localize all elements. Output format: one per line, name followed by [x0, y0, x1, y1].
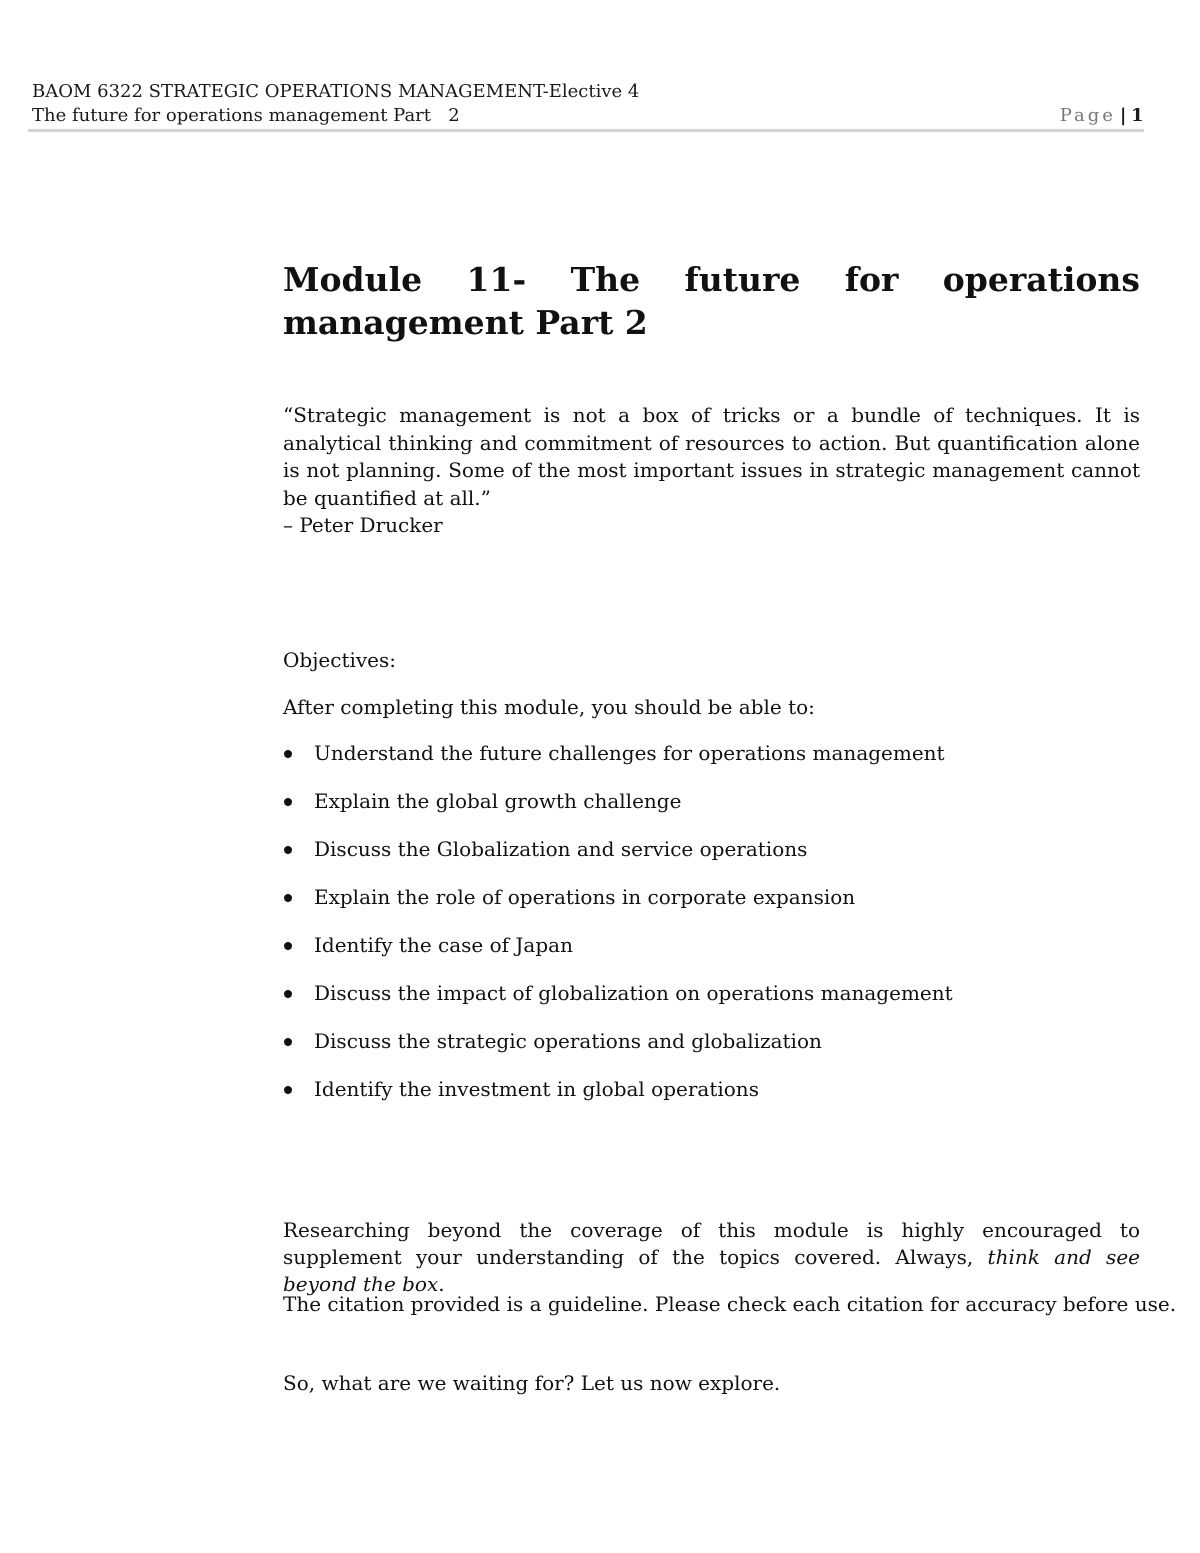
module-title: Module 11- The future for operations management Part 2: [283, 260, 1140, 342]
bullet-icon: [284, 846, 292, 854]
research-paragraph: [283, 1217, 1140, 1298]
header-divider: [28, 129, 1144, 132]
course-title: BAOM 6322 STRATEGIC OPERATIONS MANAGEMENT-Elective 4: [32, 81, 640, 102]
list-item: [283, 836, 1140, 863]
objectives-heading: Objectives:: [283, 648, 397, 672]
quote-attribution: – Peter Drucker: [283, 513, 443, 537]
research-emphasis: think and see beyond the box: [283, 1245, 1140, 1296]
research-end: .: [438, 1272, 445, 1296]
bullet-icon: [284, 798, 292, 806]
objective-text: Discuss the strategic operations and globalization: [314, 1029, 822, 1053]
bullet-icon: [284, 990, 292, 998]
header-subtitle-row: [32, 104, 1144, 128]
research-text: Researching beyond the coverage of this module is highly encouraged to supplement your understanding of the topics covered. Always,: [283, 1218, 1140, 1269]
bullet-icon: [284, 942, 292, 950]
list-item: [283, 884, 1140, 911]
page-label: Page: [1059, 105, 1116, 126]
list-item: [283, 1076, 1140, 1103]
objective-text: Discuss the Globalization and service operations: [314, 837, 808, 861]
citation-note: The citation provided is a guideline. Please check each citation for accuracy before use.: [283, 1292, 1177, 1316]
module-subtitle: The future for operations management Part 2: [32, 105, 460, 126]
page-header: [32, 80, 1144, 128]
objective-text: Identify the case of Japan: [314, 933, 573, 957]
bullet-icon: [284, 1038, 292, 1046]
list-item: [283, 932, 1140, 959]
objectives-intro: After completing this module, you should be able to:: [283, 695, 815, 719]
objective-text: Understand the future challenges for operations management: [314, 741, 945, 765]
objective-text: Identify the investment in global operations: [314, 1077, 759, 1101]
closing-line: So, what are we waiting for? Let us now explore.: [283, 1371, 781, 1395]
drucker-quote: “Strategic management is not a box of tricks or a bundle of techniques. It is analytical thinking and commitment of resources to action. But quantification alone is not planning. Some of the most important issues in strategic management cannot be quantified at all.”: [283, 403, 1140, 510]
objective-text: Explain the global growth challenge: [314, 789, 682, 813]
bullet-icon: [284, 750, 292, 758]
page-number-indicator: [1060, 104, 1144, 128]
objectives-list: [283, 740, 1140, 1124]
objective-text: Explain the role of operations in corporate expansion: [314, 885, 856, 909]
list-item: [283, 740, 1140, 767]
list-item: [283, 980, 1140, 1007]
list-item: [283, 788, 1140, 815]
objective-text: Discuss the impact of globalization on operations management: [314, 981, 953, 1005]
bullet-icon: [284, 1086, 292, 1094]
list-item: [283, 1028, 1140, 1055]
page-separator: |: [1119, 105, 1127, 126]
bullet-icon: [284, 894, 292, 902]
page-number: 1: [1130, 105, 1144, 126]
